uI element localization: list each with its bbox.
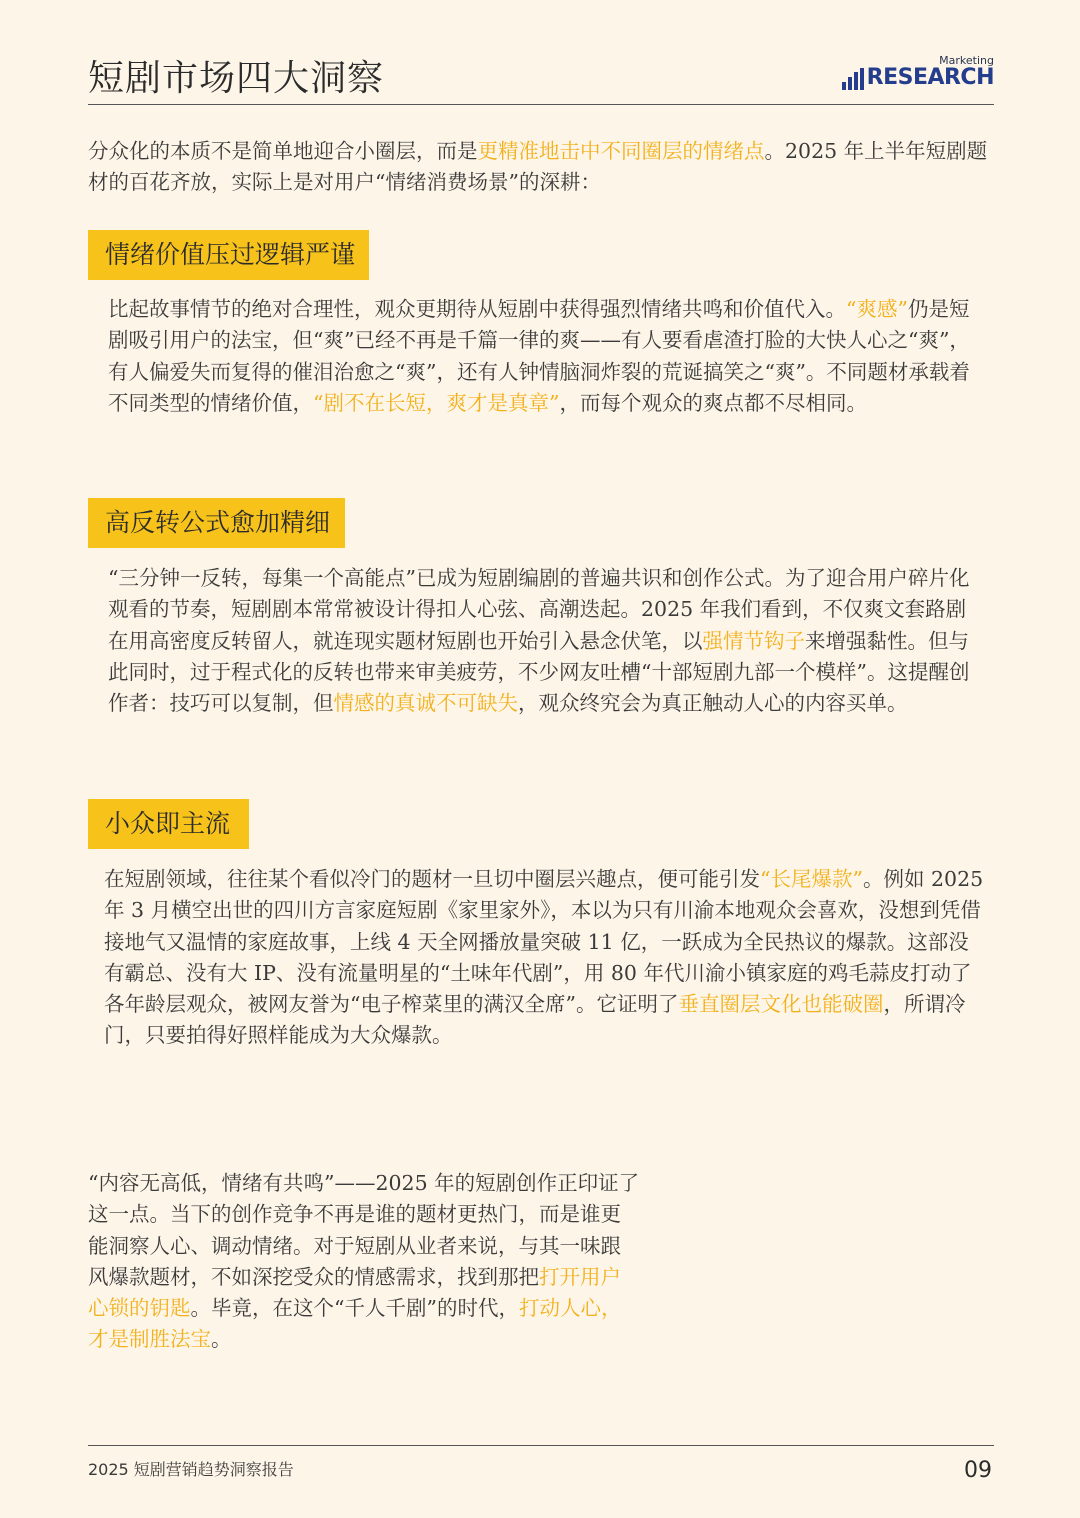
body-text: 。毕竟，在这个“千人千剧”的时代， xyxy=(190,1296,519,1321)
body-text: 。例如 2025 年 3 月横空出世的四川方言家庭短剧《家里家外》，本以为只有川渝本地观众会喜欢，没想到凭借接地气又温情的家庭故事，上线 4 天全网播放量突破 11 亿，一跃成为全民热议的爆款。这部没有霸总、没有大 IP、没有流量明星的“土味年代剧”，用 80 年代川渝小镇家庭的鸡毛蒜皮打动了各年龄层观众，被网友誉为“电子榨菜里的满汉全席”。它证明了 xyxy=(104,867,984,1017)
highlight-text: 打动人心，才是制胜法宝 xyxy=(88,1296,622,1352)
section-tag-emotion-value: 情绪价值压过逻辑严谨 xyxy=(88,230,369,280)
intro-paragraph xyxy=(88,136,998,199)
highlight-text: 垂直圈层文化也能破圈 xyxy=(678,992,884,1017)
header-divider xyxy=(88,104,994,105)
page-title: 短剧市场四大洞察 xyxy=(88,58,385,99)
body-text: 在短剧领域，往往某个看似冷门的题材一旦切中圈层兴趣点，便可能引发 xyxy=(104,867,760,891)
body-text: ，而每个观众的爽点都不尽相同。 xyxy=(559,390,867,415)
body-text: “三分钟一反转，每集一个高能点”已成为短剧编剧的普遍共识和创作公式。为了迎合用户碎片化观看的节奏，短剧剧本常常被设计得扣人心弦、高潮迭起。2025 年我们看到，不仅爽文套路剧在用高密度反转留人，就连现实题材短剧也开始引入悬念伏笔，以 xyxy=(108,566,970,653)
section-paragraph-niche-mainstream xyxy=(104,864,988,1052)
body-text: ，观众终究会为真正触动人心的内容买单。 xyxy=(518,691,908,716)
page-number: 09 xyxy=(964,1458,992,1483)
highlight-text: 强情节钩子 xyxy=(702,628,805,653)
section-paragraph-plot-twist xyxy=(108,563,978,719)
section-tag-niche-mainstream: 小众即主流 xyxy=(88,799,249,849)
closing-paragraph xyxy=(88,1168,640,1356)
logo-main xyxy=(842,65,994,90)
logo-small-text: Marketing xyxy=(939,54,994,67)
marketing-research-logo xyxy=(854,54,994,94)
body-text: “内容无高低，情绪有共鸣”——2025 年的短剧创作正印证了这一点。当下的创作竞争不再是谁的题材更热门，而是谁更能洞察人心、调动情绪。对于短剧从业者来说，与其一味跟风爆款题材，不如深挖受众的情感需求，找到那把 xyxy=(88,1171,640,1289)
body-text: 来增强黏性。但与此同时，过于程式化的反转也带来审美疲劳，不少网友吐槽“十部短剧九部一个模样”。这提醒创作者：技巧可以复制，但 xyxy=(108,628,970,716)
intro-text: 分众化的本质不是简单地迎合小圈层，而是 xyxy=(88,139,478,163)
bar-chart-icon xyxy=(842,68,864,90)
body-text: 。 xyxy=(211,1327,232,1352)
highlight-text: “爽感” xyxy=(846,297,908,321)
highlight-text: “剧不在长短，爽才是真章” xyxy=(313,390,560,415)
body-text: 比起故事情节的绝对合理性，观众更期待从短剧中获得强烈情绪共鸣和价值代入。 xyxy=(108,297,846,321)
highlight-text: 打开用户心锁的钥匙 xyxy=(88,1264,621,1321)
intro-text: 。2025 年上半年短剧题材的百花齐放，实际上是对用户“情绪消费场景”的深耕： xyxy=(88,139,988,195)
highlight-text: 情感的真诚不可缺失 xyxy=(333,691,518,716)
section-paragraph-emotion-value xyxy=(108,294,978,419)
body-text: ，所谓冷门，只要拍得好照样能成为大众爆款。 xyxy=(104,992,966,1048)
highlight-text: “长尾爆款” xyxy=(760,867,863,891)
logo-main-text: RESEARCH xyxy=(866,65,994,90)
report-title: 2025 短剧营销趋势洞察报告 xyxy=(88,1460,294,1479)
intro-highlight: 更精准地击中不同圈层的情绪点 xyxy=(477,139,765,163)
footer-divider xyxy=(88,1445,994,1446)
body-text: 仍是短剧吸引用户的法宝，但“爽”已经不再是千篇一律的爽——有人要看虐渣打脸的大快人心之“爽”，有人偏爱失而复得的催泪治愈之“爽”，还有人钟情脑洞炸裂的荒诞搞笑之“爽”。不同题材承载着不同类型的情绪价值， xyxy=(108,297,970,415)
section-tag-plot-twist: 高反转公式愈加精细 xyxy=(88,498,345,548)
